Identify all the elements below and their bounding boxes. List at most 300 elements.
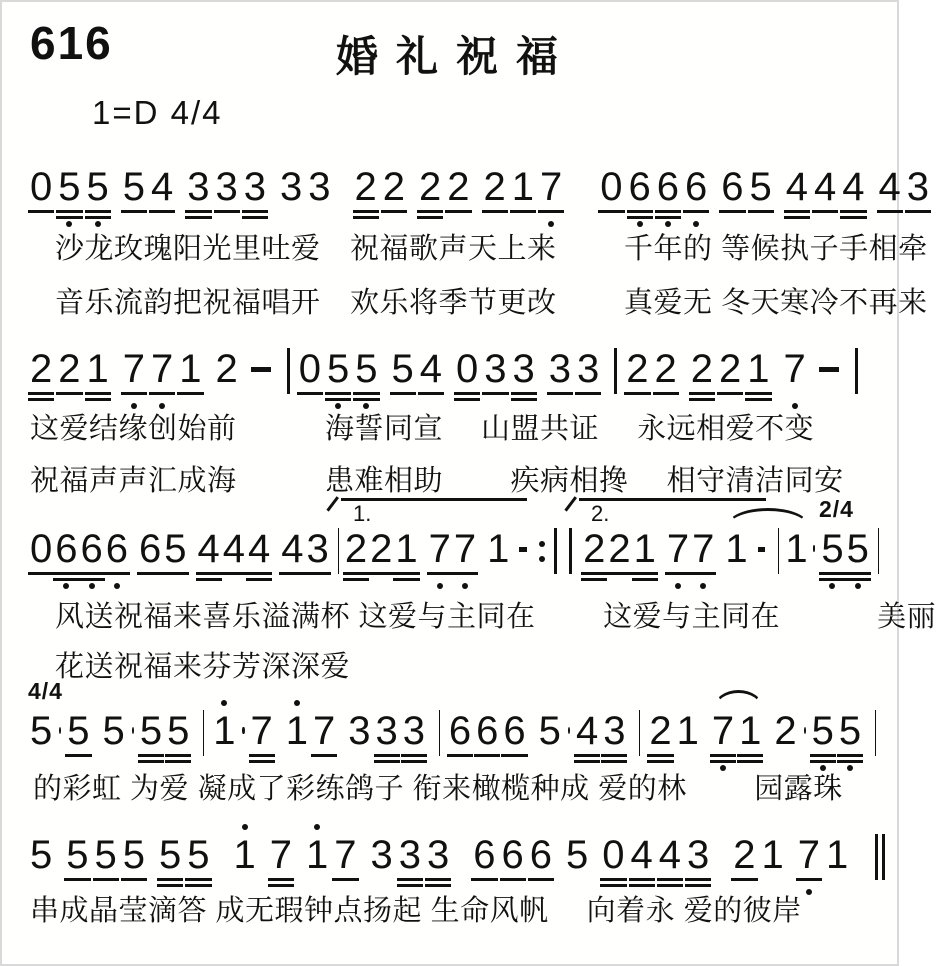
underline [528, 878, 554, 881]
note-digit: 2 [419, 165, 442, 209]
note [179, 348, 201, 390]
note-digit: 5 [139, 709, 163, 753]
note-digit: 5 [846, 527, 869, 571]
key-signature: 1=D 4/4 [92, 94, 223, 131]
note-digit: 7 [122, 347, 145, 391]
underline [325, 392, 351, 395]
note-digit: 6 [721, 165, 744, 209]
final-barline [873, 834, 887, 880]
note [198, 528, 220, 570]
note-digit: 5 [749, 165, 772, 209]
underline [268, 878, 294, 881]
note-digit: 3 [906, 165, 929, 209]
underline [655, 210, 681, 213]
note-digit: 3 [370, 833, 393, 877]
note [427, 834, 449, 876]
note-digit: 4 [151, 165, 174, 209]
note [95, 834, 117, 876]
underline [65, 754, 91, 757]
note [786, 166, 808, 208]
underline [297, 392, 323, 395]
barline [855, 348, 858, 394]
note [216, 348, 238, 390]
note [313, 710, 335, 752]
underline [647, 754, 673, 757]
note [784, 348, 806, 390]
underline [56, 392, 82, 395]
bar [554, 528, 557, 574]
note-digit: 3 [427, 833, 450, 877]
note [449, 710, 471, 752]
music-line-4 [30, 678, 885, 773]
note-digit: 7 [428, 527, 451, 571]
note-digit: 1 [179, 347, 202, 391]
underline [511, 398, 537, 401]
underline [56, 210, 82, 213]
lyrics-line-2: 音乐流韵把祝福唱开 欢乐将季节更改 真爱无 冬天寒冷不再来 [55, 287, 928, 319]
note [234, 834, 256, 876]
lyrics-line-3: 这爱结缘创始前 海誓同宣 山盟共证 永远相爱不变 [30, 413, 815, 445]
note [821, 528, 843, 570]
note-digit: 2 [690, 347, 713, 391]
underline [653, 392, 679, 395]
note [847, 528, 869, 570]
underline [683, 210, 709, 213]
underline [845, 572, 871, 575]
octave-dot-low [855, 583, 861, 589]
note [419, 166, 441, 208]
note-digit: 1 [86, 347, 109, 391]
barline [639, 710, 640, 756]
note-digit: 0 [30, 527, 53, 571]
note-digit: 5 [538, 709, 561, 753]
barline [614, 348, 617, 394]
underline [279, 572, 305, 575]
note [420, 348, 442, 390]
underline [374, 760, 400, 763]
underline [598, 210, 624, 213]
underline [600, 884, 626, 887]
note [30, 348, 52, 390]
note-digit: 2 [719, 347, 742, 391]
note [376, 710, 398, 752]
underline [905, 210, 931, 213]
note [81, 528, 103, 570]
underline [246, 578, 272, 581]
note-digit: 2 [30, 347, 53, 391]
note-digit: 1 [739, 709, 762, 753]
repeat-dots [539, 528, 545, 574]
note-digit: 2 [483, 165, 506, 209]
note-digit: 3 [348, 709, 371, 753]
barline [778, 528, 779, 574]
underline [482, 210, 508, 213]
underline [581, 572, 607, 575]
underline [601, 754, 627, 757]
sustain-dash [758, 547, 766, 552]
underline [840, 210, 866, 213]
underline [353, 392, 379, 395]
underline [104, 572, 130, 575]
note [66, 834, 88, 876]
underline [121, 878, 147, 881]
notation-row [30, 816, 885, 880]
underline [796, 878, 822, 881]
note [281, 528, 303, 570]
note [159, 834, 181, 876]
note [244, 166, 266, 208]
underline [685, 884, 711, 887]
underline [452, 572, 478, 575]
underline [149, 210, 175, 213]
barline [287, 348, 290, 394]
note [454, 528, 476, 570]
underline [325, 398, 351, 401]
note [503, 710, 525, 752]
augmentation-dot [242, 727, 244, 734]
note [106, 528, 128, 570]
underline [574, 754, 600, 757]
note [87, 166, 109, 208]
underline [819, 578, 845, 581]
note-digit: 3 [280, 165, 303, 209]
note-digit: 5 [187, 833, 210, 877]
note-digit: 1 [395, 527, 418, 571]
underline [64, 878, 90, 881]
octave-dot-low [847, 765, 853, 771]
note [123, 348, 145, 390]
underline [447, 754, 473, 757]
note [270, 834, 292, 876]
note [187, 166, 209, 208]
note-digit: 5 [66, 833, 89, 877]
underline [85, 398, 111, 401]
note-digit: 0 [30, 165, 53, 209]
note-digit: 7 [250, 709, 273, 753]
underline [474, 754, 500, 757]
note [139, 528, 161, 570]
underline [417, 210, 443, 213]
underline [311, 754, 337, 757]
note-digit: 7 [692, 527, 715, 571]
note-digit: 2 [649, 709, 672, 753]
lyrics-line-7: 的彩虹 为爱 凝成了彩练鸽子 衔来橄榄种成 爱的林 园露珠 [33, 773, 843, 805]
underline [632, 572, 658, 575]
underline [717, 392, 743, 395]
note-digit: 7 [666, 527, 690, 571]
note-digit: 3 [687, 833, 710, 877]
note [447, 166, 469, 208]
note-digit: 1 [747, 347, 770, 391]
underline [79, 578, 105, 581]
note-digit: 6 [656, 165, 679, 209]
underline [138, 760, 164, 763]
note-digit: 3 [398, 833, 421, 877]
underline [689, 392, 715, 395]
note [667, 528, 689, 570]
note-digit: 2 [583, 527, 606, 571]
note [603, 710, 625, 752]
note [248, 528, 270, 570]
underline [837, 754, 863, 757]
note-digit: 4 [630, 833, 653, 877]
underline [719, 210, 745, 213]
underline [53, 578, 79, 581]
underline [353, 398, 379, 401]
octave-dot-low [437, 583, 443, 589]
underline [165, 760, 191, 763]
note [371, 834, 393, 876]
underline [418, 392, 444, 395]
underline [624, 392, 650, 395]
underline [28, 210, 54, 213]
note-digit: 2 [382, 165, 405, 209]
underline [784, 210, 810, 213]
barline [338, 528, 339, 574]
note-digit: 0 [602, 833, 625, 877]
underline [538, 210, 564, 213]
note [164, 528, 186, 570]
note-digit: 2 [58, 347, 81, 391]
sustain-dash [519, 547, 527, 552]
note-digit: 5 [164, 527, 187, 571]
note-digit: 3 [512, 347, 535, 391]
augmentation-dot [813, 545, 816, 552]
underline [185, 216, 211, 219]
underline [581, 578, 607, 581]
underline [196, 578, 222, 581]
note-digit: 2 [774, 709, 797, 753]
time-signature: 4/4 [28, 678, 63, 704]
note-digit: 1 [213, 709, 236, 753]
note [403, 710, 425, 752]
note-digit: 4 [222, 527, 245, 571]
octave-dot-low [806, 889, 812, 895]
lyrics-line-1: 沙龙玫瑰阳光里吐爱 祝福歌声天上来 千年的 等候执子手相牵 [55, 233, 928, 265]
note-digit: 1 [725, 527, 748, 571]
lyrics-line-4: 祝福声声汇成海 患难相助 疾病相搀 相守清洁同安 [30, 465, 844, 497]
note-digit: 4 [281, 527, 304, 571]
note-digit: 2 [344, 527, 368, 571]
note [187, 834, 209, 876]
note-digit: 4 [419, 347, 442, 391]
note [750, 166, 772, 208]
underline [812, 210, 838, 213]
note-digit: 4 [658, 833, 681, 877]
note-digit: 5 [94, 833, 117, 877]
underline [381, 210, 407, 213]
note [712, 710, 734, 752]
note-digit: 2 [626, 347, 649, 391]
note [747, 348, 769, 390]
note [392, 348, 414, 390]
note-digit: 1 [487, 527, 510, 571]
note [907, 166, 929, 208]
note [251, 710, 273, 752]
note-digit: 2 [447, 165, 470, 209]
underline [600, 878, 626, 881]
note-digit: 4 [197, 527, 220, 571]
note-digit: 7 [334, 833, 357, 877]
underline [690, 572, 716, 575]
note [55, 528, 77, 570]
note-digit: 5 [566, 833, 589, 877]
octave-dot-high [314, 824, 320, 830]
note-digit: 5 [159, 833, 182, 877]
note-digit: 5 [30, 833, 53, 877]
note-digit: 6 [80, 527, 103, 571]
underline [249, 754, 275, 757]
underline [810, 754, 836, 757]
underline [837, 760, 863, 763]
underline [425, 884, 451, 887]
note [577, 348, 599, 390]
underline [368, 572, 394, 575]
underline [137, 572, 163, 575]
underline [629, 884, 655, 887]
barline [439, 710, 440, 756]
note [355, 166, 377, 208]
note [286, 710, 308, 752]
underline [710, 760, 736, 763]
underline [627, 210, 653, 213]
note-digit: 5 [122, 833, 145, 877]
underline [397, 884, 423, 887]
octave-dot-low [829, 583, 835, 589]
underline [784, 216, 810, 219]
note [879, 166, 901, 208]
note [308, 166, 330, 208]
note [280, 166, 302, 208]
note [629, 166, 651, 208]
note [370, 528, 392, 570]
note-digit: 5 [391, 347, 414, 391]
note-digit: 3 [187, 165, 210, 209]
note [58, 348, 80, 390]
note [213, 710, 235, 752]
underline [185, 878, 211, 881]
note-digit: 1 [785, 527, 808, 571]
note-digit: 7 [783, 347, 806, 391]
note [383, 166, 405, 208]
note-digit: 5 [102, 709, 125, 753]
underline [185, 210, 211, 213]
note-digit: 2 [370, 527, 393, 571]
underline [374, 754, 400, 757]
underline [471, 878, 497, 881]
note [677, 710, 699, 752]
note-digit: 6 [501, 833, 524, 877]
underline [249, 760, 275, 763]
note-digit: 3 [243, 165, 266, 209]
note [814, 166, 836, 208]
notation-row [30, 338, 885, 394]
underline [28, 572, 54, 575]
note-digit: 2 [608, 527, 631, 571]
dot [539, 541, 545, 547]
note-digit: 1 [285, 709, 309, 753]
underline [417, 216, 443, 219]
volta-label: 2. [591, 501, 610, 526]
octave-dot-low [700, 583, 706, 589]
note [576, 710, 598, 752]
note [429, 528, 451, 570]
underline [454, 392, 480, 395]
underline [629, 878, 655, 881]
underline [401, 760, 427, 763]
note [626, 348, 648, 390]
note [602, 834, 624, 876]
note [87, 348, 109, 390]
underline [121, 392, 147, 395]
note-digit: 4 [248, 527, 271, 571]
music-line-3 [30, 496, 885, 591]
octave-dot-high [294, 700, 300, 706]
underline [877, 210, 903, 213]
volta-bracket [341, 498, 527, 527]
note [306, 834, 328, 876]
note [685, 166, 707, 208]
note [456, 348, 478, 390]
hymn-number: 616 [30, 17, 113, 69]
underline [655, 216, 681, 219]
note-digit: 3 [306, 527, 329, 571]
note-digit: 7 [711, 709, 735, 753]
note-digit: 7 [453, 527, 477, 571]
underline [401, 754, 427, 757]
underline [177, 392, 203, 395]
barline [203, 710, 204, 756]
note-digit: 1 [676, 709, 699, 753]
note-digit: 7 [797, 833, 820, 877]
underline [425, 878, 451, 881]
note-digit: 6 [448, 709, 472, 753]
underline [647, 760, 673, 763]
note-digit: 4 [575, 709, 599, 753]
underline [85, 210, 111, 213]
note [721, 166, 743, 208]
note-digit: 6 [685, 165, 708, 209]
note [634, 528, 656, 570]
underline [731, 878, 757, 881]
underline [737, 760, 763, 763]
note [502, 834, 524, 876]
note-digit: 3 [215, 165, 238, 209]
note [151, 348, 173, 390]
note [30, 528, 52, 570]
note [123, 834, 145, 876]
note-digit: 1 [233, 833, 256, 877]
note [140, 710, 162, 752]
underline [149, 392, 175, 395]
note [299, 348, 321, 390]
note [327, 348, 349, 390]
note-digit: 3 [375, 709, 398, 753]
note [812, 710, 834, 752]
note-digit: 6 [476, 709, 499, 753]
note-digit: 7 [269, 833, 292, 877]
note-digit: 3 [402, 709, 426, 753]
note [167, 710, 189, 752]
note-digit: 3 [548, 347, 571, 391]
augmentation-dot [59, 727, 61, 734]
note-digit: 1 [511, 165, 534, 209]
note [540, 166, 562, 208]
underline [745, 398, 771, 401]
note-digit: 6 [105, 527, 128, 571]
note-digit: 7 [151, 347, 174, 391]
note [487, 528, 509, 570]
